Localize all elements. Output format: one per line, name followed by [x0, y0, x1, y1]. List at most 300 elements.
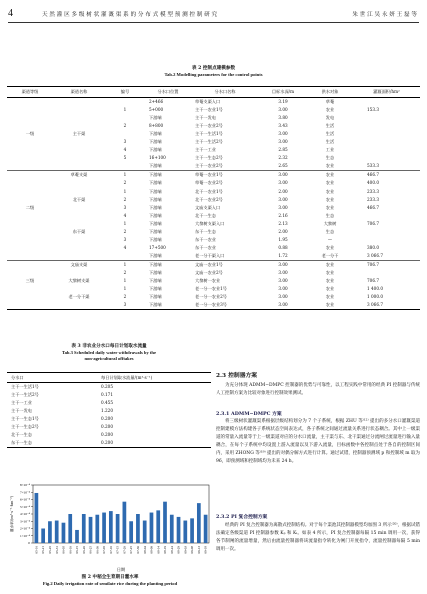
table2-cell: 下游端	[149, 236, 162, 242]
table-row	[7, 277, 420, 285]
table2-cell	[7, 220, 53, 228]
table2-cell	[53, 204, 105, 212]
running-authors: 朱 世 江 吴 永 妍 王 磊 等	[352, 12, 417, 18]
table2-cell: 草菴	[325, 99, 335, 104]
table3-cell: 主干一发电	[11, 408, 32, 413]
table-row	[7, 171, 420, 180]
bar	[109, 511, 113, 543]
table2-header-cell: 供水对象	[307, 87, 353, 98]
table2-cell: 农业	[307, 260, 353, 269]
table2-cell	[7, 236, 53, 244]
table2-cell: 3.00	[278, 180, 288, 186]
page-header	[8, 8, 419, 23]
table3-cell: 0.205	[101, 384, 113, 389]
page-number: 4	[8, 8, 13, 19]
bar	[75, 530, 79, 543]
table2-cell	[353, 146, 420, 154]
table2-cell: 生活	[325, 139, 335, 145]
subsection1-title: 2.3.1 ADMM−DMPC 方案	[216, 411, 282, 417]
table2-cell	[353, 138, 420, 146]
table3-caption-en2: non-agricultural offtakes	[84, 356, 134, 361]
table2-cell: 2	[123, 123, 127, 129]
table-row	[7, 138, 420, 146]
table2-cell: 4	[123, 147, 127, 153]
table2-cell	[105, 114, 145, 122]
table2-cell: 东干渠	[72, 228, 86, 234]
table2-cell: 生态	[325, 228, 335, 234]
y-tick-label: 6×10⁻⁴	[20, 497, 30, 502]
table2-cell: 北干渠	[72, 196, 86, 202]
table3-caption	[7, 344, 211, 362]
table2-cell	[53, 162, 105, 171]
table2-header-cell: 编号	[105, 87, 145, 98]
table2-cell	[7, 98, 53, 107]
table-row	[7, 293, 420, 301]
table2-caption-cn: 表 2 控制点建模参数	[191, 66, 236, 71]
table2-cell: 下游端	[149, 131, 162, 137]
table2-cell	[353, 114, 420, 122]
table3-cell: 0.200	[101, 424, 113, 429]
table2-cell	[7, 122, 53, 130]
table2-cell	[53, 244, 105, 252]
table2-cell	[53, 138, 105, 146]
bar	[35, 493, 39, 543]
table2-cell	[7, 188, 53, 196]
table2-cell	[7, 260, 53, 269]
table3-header-row	[7, 373, 211, 383]
table2-cell: 下游端	[149, 228, 162, 234]
table2-cell: 下游端	[149, 163, 162, 169]
table2-cell: 3	[105, 301, 145, 310]
bar	[183, 521, 187, 543]
table-row	[7, 220, 420, 228]
table3-header-cell: 分水口	[7, 373, 97, 383]
table2-cell: 3.00	[278, 139, 288, 145]
table2-cell: 3	[123, 139, 127, 145]
table2-cell	[53, 269, 105, 277]
table2-header-cell: 分水口位置	[145, 87, 191, 98]
section-intro	[216, 382, 420, 398]
table2-cell: 1	[123, 278, 127, 284]
figure2-caption	[7, 575, 213, 587]
x-tick-label: 07-30	[136, 546, 141, 554]
table3-caption-cn: 表 3 非农业分水口每日计划取水流量	[71, 344, 147, 349]
table2-cell: 2.16	[278, 212, 288, 218]
x-tick-label: 05-31	[54, 546, 59, 554]
plot-frame	[33, 485, 209, 543]
x-axis-label: 日期	[116, 567, 126, 572]
x-tick-label: 08-04	[142, 546, 147, 554]
bar	[156, 510, 160, 543]
table2-cell: 草菴支渠	[53, 171, 105, 180]
table2-cell: 主干一生态2号	[195, 155, 223, 161]
table2-cell: 老一分一农业1号	[195, 286, 227, 292]
table2-cell	[53, 146, 105, 154]
bar	[68, 514, 72, 543]
table2-cell: 主干一发电	[195, 115, 216, 121]
table2-cell	[53, 285, 105, 293]
table2-cell: 2.65	[278, 163, 288, 169]
table2-cell	[105, 98, 145, 107]
table2-cell: 233.3	[367, 188, 379, 194]
x-tick-label: 06-20	[81, 546, 86, 554]
table2-cell: 5+000	[149, 107, 164, 113]
table2-cell: 草菴支渠入口	[195, 99, 221, 104]
table2-cell	[353, 269, 420, 277]
table-row	[7, 383, 211, 392]
x-tick-label: 08-24	[169, 546, 174, 554]
bar	[204, 515, 208, 543]
table2-cell: 主干一生活1号	[195, 131, 223, 137]
table2-cell: 农业	[325, 163, 335, 169]
y-tick-label: 1×10⁻⁴	[20, 533, 30, 538]
x-tick-label: 09-08	[190, 546, 195, 554]
x-tick-label: 07-10	[108, 546, 113, 554]
table2-cell	[7, 106, 53, 114]
section-title: 2.3 控制器方案	[216, 373, 258, 379]
table2-cell: 5	[123, 155, 127, 161]
table2-cell: 下游端	[145, 301, 191, 310]
table2-cell: 2.32	[278, 155, 288, 161]
table2-cell: 533.3	[367, 163, 379, 169]
table2-cell: 1	[105, 260, 145, 269]
table2-cell: 3.00	[278, 286, 288, 292]
table2-cell: 北干一农业1号	[195, 188, 223, 194]
table2-cell: 706.7	[367, 278, 379, 284]
table3-cell: 主干一生活1号	[11, 384, 39, 389]
table2-cell: 3.00	[259, 260, 307, 269]
table3-cell: 东干一生态	[7, 439, 97, 448]
table2-cell: 农业	[307, 301, 353, 310]
x-tick-label: 08-29	[176, 546, 181, 554]
table2-cell: 主干一农业2号	[195, 163, 223, 169]
table2-cell: 1	[123, 188, 127, 194]
table2-cell: 农业	[325, 244, 335, 250]
figure2-caption-cn: 图 2 中稻全生育期日灌水率	[81, 575, 139, 580]
table2-cell: 下游端	[149, 180, 162, 186]
table2-cell: 3.00	[278, 204, 288, 210]
table2-cell	[7, 252, 53, 261]
table2-cell: 主干一生活2号	[195, 139, 223, 145]
x-tick-label: 06-15	[75, 546, 80, 554]
table2-cell: 下游端	[149, 252, 162, 258]
x-tick-label: 08-19	[163, 546, 168, 554]
table2-cell: 4	[123, 212, 127, 218]
table2-cell	[7, 138, 53, 146]
table2-cell: 下游端	[149, 269, 162, 275]
y-tick-label: 4×10⁻⁴	[20, 512, 30, 517]
table2-cell: 农业	[307, 171, 353, 180]
table2-cell	[53, 212, 105, 220]
table2-cell: 1.72	[278, 252, 288, 258]
table-row	[7, 204, 420, 212]
table2-cell: 3.00	[278, 107, 288, 113]
x-tick-label: 06-25	[88, 546, 93, 554]
x-tick-label: 07-15	[115, 546, 120, 554]
table3-cell: 主干一生态2号	[11, 424, 39, 429]
table2-cell	[7, 162, 53, 171]
table2-cell	[353, 130, 420, 138]
table3-cell: 0.455	[101, 400, 113, 405]
table2-cell	[353, 98, 420, 107]
table2-cell: 东干一农业	[195, 244, 216, 250]
table2-cell: 1	[123, 220, 127, 226]
table3-body	[7, 383, 211, 448]
x-tick-label: 06-10	[68, 546, 73, 554]
table-row	[7, 236, 420, 244]
table2-cell: 1 000.0	[367, 294, 383, 300]
table-row	[7, 212, 420, 220]
table2-cell: 二级	[25, 204, 35, 210]
table2-cell: 农业	[325, 204, 335, 210]
table2-cell: 文庙支渠入口	[195, 204, 221, 210]
table2-header-cell: 目标水深/m	[259, 87, 307, 98]
table2-cell: 主干一农业2号	[195, 123, 223, 129]
table-row	[7, 407, 211, 415]
table2-cell: 706.7	[353, 260, 420, 269]
x-tick-label: 05-16	[34, 546, 39, 554]
table2-cell: 2	[123, 228, 127, 234]
running-title: 天 然 灌 区 多 级 树 状 灌 溉 渠 系 的 分 布 式 模 型 预 测 控 制 研 究	[42, 12, 218, 18]
table2-cell: 2.00	[278, 228, 288, 234]
table2-cell: 1	[123, 286, 127, 292]
table2-cell: 生态	[325, 212, 335, 218]
table2-cell	[53, 179, 105, 187]
bar	[55, 521, 59, 543]
table2-cell: 3 066.7	[367, 252, 383, 258]
table2-cell	[7, 114, 53, 122]
table2-cell: 1.95	[278, 236, 288, 242]
table3-cell: 主干一生态1号	[11, 416, 39, 421]
table2-cell	[53, 220, 105, 228]
table2-cell: 三级	[25, 278, 35, 284]
table2-caption-en: Tab.2 Modelling parameters for the control points	[164, 72, 263, 77]
table2-cell	[53, 106, 105, 114]
table2-cell	[105, 162, 145, 171]
bar	[62, 523, 66, 543]
table2-header-cell: 渠道名称	[53, 87, 105, 98]
bar	[163, 502, 167, 543]
table2-cell	[105, 252, 145, 261]
table-row	[7, 228, 420, 236]
table2-cell: 3.80	[278, 115, 288, 121]
table2-cell: 生活	[325, 123, 335, 129]
table2-cell: 老一分干渠	[68, 294, 90, 300]
x-tick-label: 07-25	[129, 546, 134, 554]
x-tick-label: 05-26	[48, 546, 53, 554]
table2-cell: 3.00	[278, 278, 288, 284]
y-tick-label: 7×10⁻⁴	[20, 490, 30, 495]
y-tick-label: 8×10⁻⁴	[20, 483, 30, 488]
table-row	[7, 423, 211, 431]
table3-cell: 北干一生态	[11, 432, 32, 437]
table2-cell: 2	[123, 269, 127, 275]
table3-caption-en1: Tab.3 Scheduled daily water withdrawals by the	[61, 350, 157, 355]
table2-body	[7, 98, 420, 310]
table-row	[7, 399, 211, 407]
table2-cell	[105, 130, 145, 138]
y-tick-label: 5×10⁻⁴	[20, 504, 30, 509]
table2-cell: 主干渠	[72, 131, 86, 137]
table-row	[7, 154, 420, 162]
y-tick-label: 0	[28, 541, 30, 546]
table2-cell	[53, 122, 105, 130]
table3-cell: 主干一工业	[11, 400, 32, 405]
bar	[129, 521, 133, 543]
x-tick-label: 09-13	[196, 546, 201, 554]
bar	[89, 517, 93, 543]
table2-cell	[53, 252, 105, 261]
bar	[95, 515, 99, 543]
table2-cell	[7, 285, 53, 293]
table2-cell: 主干一工业	[195, 147, 216, 153]
table2-cell: 2	[123, 294, 127, 300]
table2	[7, 86, 420, 310]
table2-cell	[353, 122, 420, 130]
x-tick-label: 09-18	[203, 546, 208, 554]
table2-cell: 老一分一农业2号	[195, 294, 227, 300]
table2-cell: 下游端	[149, 204, 162, 210]
table2-cell: 大黎树支渠	[68, 278, 90, 284]
table-row	[7, 146, 420, 154]
table2-cell: 大黎树一农业	[195, 278, 221, 284]
table2-cell: 下游端	[149, 294, 162, 300]
x-tick-label: 08-14	[156, 546, 161, 554]
table2-cell: 东干一生态	[195, 228, 216, 234]
table2-cell: 3.00	[278, 294, 288, 300]
table2-cell	[53, 236, 105, 244]
table2-cell: 2	[123, 196, 127, 202]
subsection1-body	[216, 418, 420, 467]
table2-cell: 东干一农业	[195, 236, 216, 242]
table2-cell: 233.3	[367, 196, 379, 202]
table2-cell	[53, 98, 105, 107]
table2-cell: 3.19	[278, 99, 288, 104]
table2-cell: 农业	[325, 188, 335, 194]
table2-cell: 3	[123, 236, 127, 242]
table2-cell: 农业	[325, 294, 335, 300]
table-row	[7, 98, 420, 107]
figure2-caption-en: Fig.2 Daily irrigation rate of semilate rice during the planting period	[42, 581, 178, 586]
table-row	[7, 285, 420, 293]
table2-cell: 3	[123, 204, 127, 210]
x-tick-label: 09-03	[183, 546, 188, 554]
table2-cell: 文庙支渠	[53, 260, 105, 269]
subsection2-text: 经典的 PI 复合控制器为离散式控制结构。对于每个渠池其控制器模型均加图 3 所示⁽²⁰⁾，根据试错法确定各级渠道 PI 控制器参数 Kₚ 和 Kᵢ。如表 4 所示，PI 复合控制器每隔 15 min 调用一次，获得各节制闸的流量增量，然后由流量控制器将该流量指令转化为闸门开度指令，流量控制器每隔 5 min 调用一次。	[216, 523, 420, 553]
table2-cell	[7, 212, 53, 220]
table2-cell	[53, 154, 105, 162]
table2-cell	[7, 171, 53, 180]
table2-cell: 一级	[25, 131, 35, 137]
table2-cell	[7, 179, 53, 187]
table2-cell: 706.7	[367, 220, 379, 226]
table-row	[7, 106, 420, 114]
table2-cell: 2+466	[149, 99, 164, 104]
table2-cell	[7, 244, 53, 252]
table3-cell: 1.220	[101, 408, 113, 413]
table2-cell: 生活	[325, 131, 335, 137]
table2-cell: 8+800	[149, 123, 164, 129]
bar	[48, 521, 52, 543]
table2-cell: 下游端	[149, 278, 162, 284]
table2-cell: 老一分一农业3号	[191, 301, 259, 310]
table-row	[7, 415, 211, 423]
table2-cell: 草菴一农业1号	[191, 171, 259, 180]
bar	[123, 502, 127, 543]
subsection2-body	[216, 522, 420, 554]
x-tick-label: 06-05	[61, 546, 66, 554]
bar	[116, 514, 120, 543]
table2-cell: 下游端	[149, 115, 162, 121]
table-row	[7, 439, 211, 448]
table2-cell	[7, 293, 53, 301]
table2-header-row	[7, 87, 420, 98]
x-tick-label: 07-05	[102, 546, 107, 554]
table2-cell	[353, 236, 420, 244]
table2-cell: 3.00	[278, 196, 288, 202]
table2-cell: 400.0	[367, 180, 379, 186]
table3-cell: 0.171	[101, 392, 113, 397]
table2-cell: 下游端	[149, 139, 162, 145]
bar	[150, 513, 154, 543]
table2-cell: 农业	[325, 107, 335, 113]
table2-cell: 3.00	[259, 301, 307, 310]
table2-cell	[7, 301, 53, 310]
bar	[170, 515, 174, 543]
table3	[7, 372, 211, 448]
table2-cell	[353, 228, 420, 236]
table2-cell: 3.00	[278, 269, 288, 275]
table2-cell: 下游端	[149, 286, 162, 292]
table2-cell: 主干一农业1号	[195, 107, 223, 113]
section-intro-text: 为充分体现 ADMM−DMPC 控制器的优势与可靠性，以工程实践中常用的经典 PI 控制器与传统人工控制方案为比较对象进行控制效果测试。	[216, 383, 420, 397]
table-row	[7, 179, 420, 187]
table2-cell: 2.85	[278, 147, 288, 153]
x-tick-label: 05-21	[41, 546, 46, 554]
table2-header-cell: 分水口名称	[191, 87, 259, 98]
bar	[143, 521, 147, 543]
table2-cell	[7, 154, 53, 162]
table2-cell: 380.0	[367, 244, 379, 250]
bar	[102, 513, 106, 543]
table2-cell: 1 400.0	[367, 286, 383, 292]
table2-cell: —	[327, 236, 333, 242]
table2-cell: 老一分干	[321, 252, 339, 258]
table-row	[7, 122, 420, 130]
table2-cell: 下游端	[149, 212, 162, 218]
table2-cell: 下游端	[149, 147, 162, 153]
table2-cell: 农业	[325, 269, 335, 275]
bar	[41, 529, 45, 544]
x-tick-label: 08-09	[149, 546, 154, 554]
table2-cell: 466.7	[353, 171, 420, 180]
table2-cell	[7, 196, 53, 204]
bar	[197, 503, 201, 543]
table-row	[7, 260, 420, 269]
table3-cell: 0.200	[101, 416, 113, 421]
table-row	[7, 391, 211, 399]
table2-cell: 下游端	[149, 196, 162, 202]
table2-cell: 农业	[325, 278, 335, 284]
table2-cell: 农业	[325, 286, 335, 292]
bar	[190, 518, 194, 543]
table-row	[7, 162, 420, 171]
bar	[177, 517, 181, 543]
table2-cell: 4	[123, 244, 127, 250]
table2-cell	[53, 114, 105, 122]
table2-cell: 3 066.7	[353, 301, 420, 310]
table2-cell: 153.3	[367, 107, 379, 113]
